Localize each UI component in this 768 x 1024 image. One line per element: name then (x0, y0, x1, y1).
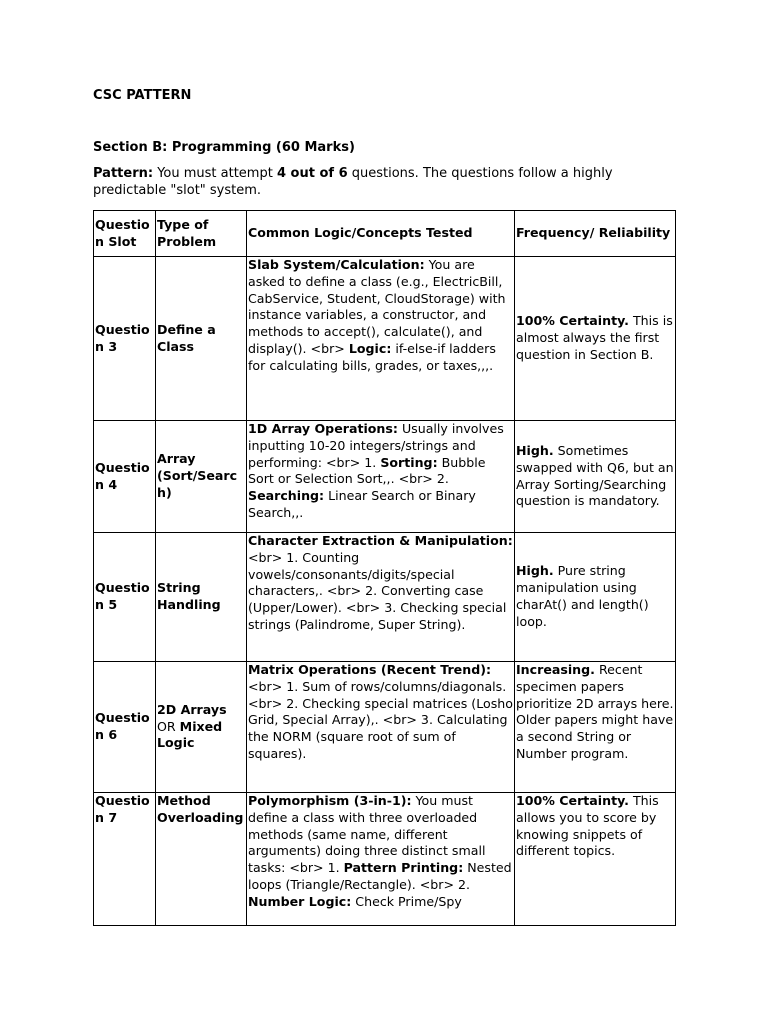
type-bold: Mixed Logic (157, 718, 223, 751)
logic-bold: 1D Array Operations: (248, 421, 398, 436)
logic-bold: Number Logic: (248, 893, 352, 909)
header-type-of-problem: Type of Problem (156, 211, 247, 257)
type-connector: OR (157, 718, 180, 734)
logic-text: Nested loops (Triangle/Rectangle). <br> 2. (248, 860, 512, 892)
logic-text: Linear Search or Binary Search,,. (248, 488, 476, 520)
row-frequency (515, 793, 676, 926)
pattern-text-b: questions. The questions follow a highly predictable "slot" system. (93, 166, 613, 198)
row-frequency (515, 421, 676, 533)
frequency-bold: 100% Certainty. (516, 313, 629, 329)
logic-text: <br> 1. Sum of rows/columns/diagonals. <br> 2. Checking special matrices (Losho Grid, Special Array),. <br> 3. Calculating the NORM (square root of sum of squares). (248, 678, 513, 761)
row-problem-type: Define a Class (156, 257, 247, 421)
row-problem-type: Method Overloading (156, 793, 247, 926)
section-heading: Section B: Programming (60 Marks) (93, 140, 355, 155)
logic-bold: Logic: (348, 340, 392, 356)
logic-bold: Polymorphism (3-in-1): (248, 793, 412, 808)
row-problem-type (156, 662, 247, 793)
row-question-slot: Question 4 (94, 421, 156, 533)
frequency-text: This is almost always the first question in Section B. (516, 313, 673, 362)
table-row (94, 793, 676, 926)
frequency-bold: High. (516, 563, 554, 579)
logic-bold: Searching: (248, 488, 325, 504)
table-row (94, 662, 676, 793)
row-problem-type: Array (Sort/Search) (156, 421, 247, 533)
table-header-row (94, 211, 676, 257)
row-logic (247, 793, 515, 926)
pattern-emphasis: 4 out of 6 (276, 166, 348, 181)
pattern-table (93, 210, 676, 926)
logic-text: Bubble Sort or Selection Sort,,. <br> 2. (248, 454, 486, 487)
frequency-bold: High. (516, 442, 554, 458)
logic-text: <br> 1. Counting vowels/consonants/digits/special characters,. <br> 2. Converting case (Upper/Lower). <br> 3. Checking special strings (Palindrome, Super String). (248, 549, 507, 632)
frequency-bold: 100% Certainty. (516, 793, 629, 808)
document-title: CSC PATTERN (93, 88, 192, 103)
type-bold: 2D Arrays (157, 701, 227, 717)
table-row (94, 421, 676, 533)
pattern-paragraph (93, 165, 683, 199)
pattern-label: Pattern: (93, 166, 154, 181)
logic-bold: Character Extraction & Manipulation: (248, 533, 513, 548)
header-frequency: Frequency/ Reliability (515, 211, 676, 257)
row-question-slot: Question 7 (94, 793, 156, 926)
table-row (94, 257, 676, 421)
row-problem-type: String Handling (156, 533, 247, 662)
logic-bold: Matrix Operations (Recent Trend): (248, 662, 491, 677)
logic-text: Usually involves inputting 10-20 integers/strings and performing: <br> 1. (248, 421, 504, 470)
row-logic (247, 257, 515, 421)
logic-text: You are asked to define a class (e.g., ElectricBill, CabService, Student, CloudStorage) with instance variables, a constructor, and methods to accept(), calculate(), and display(). <br> (248, 257, 506, 356)
logic-text: if-else-if ladders for calculating bills, grades, or taxes,,,. (248, 340, 496, 373)
logic-bold: Pattern Printing: (343, 860, 464, 876)
row-question-slot: Question 5 (94, 533, 156, 662)
logic-bold: Slab System/Calculation: (248, 257, 425, 272)
logic-text: You must define a class with three overloaded methods (same name, different arguments) doing three distinct small tasks: <br> 1. (248, 793, 486, 876)
frequency-text: Recent specimen papers prioritize 2D arrays here. Older papers might have a second String or Number program. (516, 662, 674, 761)
row-logic (247, 662, 515, 793)
frequency-text: Pure string manipulation using charAt() and length() loop. (516, 563, 649, 629)
row-frequency (515, 533, 676, 662)
frequency-bold: Increasing. (516, 662, 595, 677)
row-logic (247, 421, 515, 533)
frequency-text: This allows you to score by knowing snippets of different topics. (516, 793, 659, 859)
row-question-slot: Question 6 (94, 662, 156, 793)
row-frequency (515, 662, 676, 793)
row-frequency (515, 257, 676, 421)
pattern-text-a: You must attempt (153, 166, 277, 181)
header-question-slot: Question Slot (94, 211, 156, 257)
frequency-text: Sometimes swapped with Q6, but an Array Sorting/Searching question is mandatory. (516, 442, 674, 509)
logic-bold: Sorting: (380, 454, 438, 470)
logic-text: Check Prime/Spy (351, 893, 462, 909)
row-question-slot: Question 3 (94, 257, 156, 421)
table-row (94, 533, 676, 662)
row-logic (247, 533, 515, 662)
header-common-logic: Common Logic/Concepts Tested (247, 211, 515, 257)
